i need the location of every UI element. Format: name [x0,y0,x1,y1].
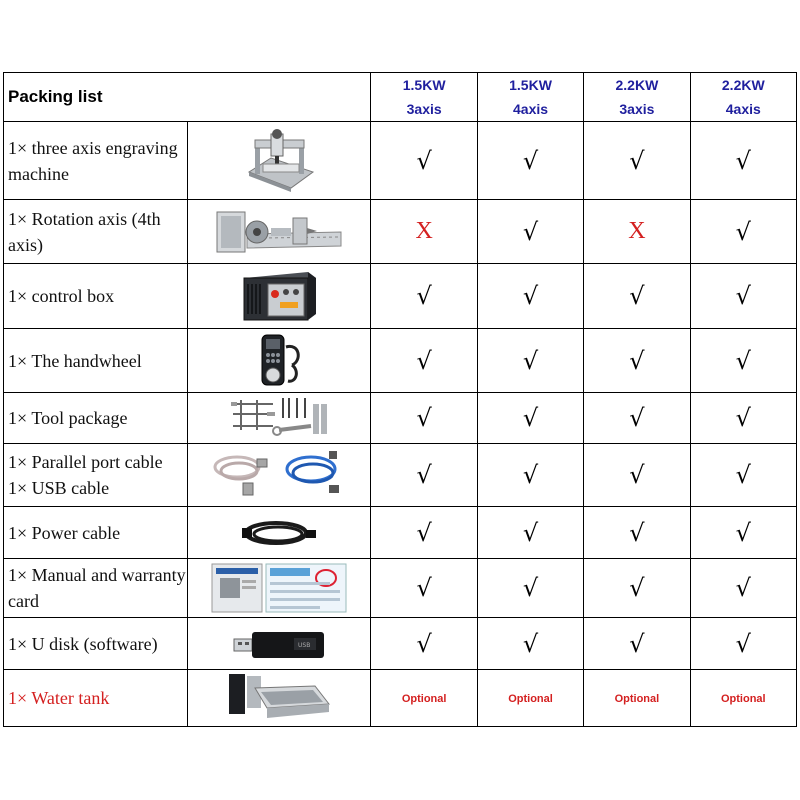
item-row [4,507,797,559]
status-cell [477,393,583,444]
status-cell [477,618,583,670]
item-name-line: 1× Tool package [8,408,128,428]
status-cell [371,444,477,507]
check-mark: √ [735,146,751,175]
item-image-cell [187,559,371,618]
status-cell [584,444,690,507]
option-axis: 4axis [513,101,549,117]
status-cell [371,393,477,444]
item-row [4,444,797,507]
item-name [4,122,188,200]
option-header-1 [371,73,477,122]
status-cell [477,559,583,618]
control-box-image [238,266,320,326]
item-name-line: 1× Parallel port cable [8,452,163,472]
check-mark: √ [629,629,645,658]
check-mark: √ [629,574,645,602]
option-power: 2.2KW [615,77,659,93]
item-name-line: 1× control box [8,286,115,306]
item-image-cell [187,670,371,727]
check-mark: √ [629,461,645,489]
check-mark: √ [522,574,539,602]
item-name [4,264,188,329]
cross-mark: X [628,218,646,244]
item-image-cell [187,618,371,670]
engraving-machine-image [241,128,317,194]
status-cell [584,670,690,727]
status-cell [690,393,796,444]
status-cell [584,264,690,329]
item-row [4,393,797,444]
status-cell [477,507,583,559]
status-cell [371,200,477,264]
item-row [4,329,797,393]
status-cell [584,122,690,200]
check-mark: √ [522,404,539,432]
item-name [4,559,188,618]
item-name [4,444,188,507]
option-axis: 3axis [619,101,655,117]
check-mark: √ [735,629,751,658]
check-mark: √ [522,146,539,175]
check-mark: √ [522,282,539,310]
status-cell [371,329,477,393]
item-image-cell [187,507,371,559]
status-cell [477,264,583,329]
optional-label: Optional [720,693,766,705]
check-mark: √ [522,518,539,547]
status-cell [584,329,690,393]
item-row [4,559,797,618]
cross-mark: X [415,218,433,244]
item-row [4,670,797,727]
check-mark: √ [522,217,539,246]
status-cell [690,122,796,200]
item-row [4,618,797,670]
packing-list-title: Packing list [4,73,371,122]
status-cell [371,264,477,329]
svg-text:USB: USB [298,641,311,649]
item-name [4,393,188,444]
header-row [4,73,797,122]
check-mark: √ [416,404,432,432]
status-cell [584,507,690,559]
status-cell [690,264,796,329]
check-mark: √ [735,461,751,489]
status-cell [690,329,796,393]
status-cell [690,200,796,264]
status-cell [584,393,690,444]
option-power: 1.5KW [402,77,446,93]
item-name-line: 1× three axis engraving machine [8,137,178,184]
rotation-axis-image [213,204,345,260]
item-image-cell [187,200,371,264]
item-name [4,507,188,559]
check-mark: √ [522,461,539,489]
item-name-line: 1× USB cable [8,478,110,498]
usb-disk-image [232,628,326,660]
check-mark: √ [416,461,432,489]
status-cell [477,444,583,507]
item-name [4,200,188,264]
check-mark: √ [629,146,645,175]
status-cell [690,559,796,618]
status-cell [371,122,477,200]
status-cell [690,444,796,507]
water-tank-image [227,672,331,724]
parallel-port-cable [215,457,267,495]
item-name-line: 1× The handwheel [8,350,142,371]
status-cell [584,559,690,618]
status-cell [371,618,477,670]
item-image-cell [187,444,371,507]
usb-cable [287,451,339,493]
check-mark: √ [522,629,539,658]
item-name-line: 1× Manual and warranty card [8,565,186,611]
status-cell [690,670,796,727]
check-mark: √ [416,574,432,602]
check-mark: √ [735,282,751,310]
item-image-cell [187,329,371,393]
check-mark: √ [416,146,432,175]
manual-card-image [210,562,348,614]
item-name [4,670,188,727]
status-cell [371,559,477,618]
item-row [4,122,797,200]
status-cell [584,618,690,670]
option-power: 1.5KW [509,77,552,93]
check-mark: √ [629,518,645,547]
option-power: 2.2KW [721,77,765,93]
optional-label: Optional [614,693,660,705]
handwheel-image [256,331,302,391]
check-mark: √ [735,518,751,547]
check-mark: √ [735,404,751,432]
check-mark: √ [416,629,432,658]
status-cell [477,122,583,200]
item-image-cell [187,393,371,444]
item-name-line: 1× U disk (software) [8,633,158,654]
check-mark: √ [735,346,751,375]
status-cell [371,507,477,559]
check-mark: √ [735,217,751,246]
option-axis: 3axis [406,101,442,117]
check-mark: √ [629,404,645,432]
item-image-cell [187,264,371,329]
check-mark: √ [416,518,432,547]
cables-image [209,447,349,503]
item-name [4,329,188,393]
optional-label: Optional [401,693,447,705]
option-header-4 [690,73,796,122]
packing-list-table [3,72,797,727]
item-name-line: 1× Power cable [8,522,121,543]
check-mark: √ [416,282,432,310]
check-mark: √ [416,346,432,375]
item-name-line: 1× Water tank [8,688,110,708]
item-row [4,264,797,329]
option-header-2 [477,73,583,122]
item-row [4,200,797,264]
status-cell [477,670,583,727]
status-cell [690,507,796,559]
power-cable-image [238,516,320,550]
check-mark: √ [629,282,645,310]
option-header-3 [584,73,690,122]
check-mark: √ [629,346,645,375]
check-mark: √ [735,574,751,602]
status-cell [477,200,583,264]
check-mark: √ [522,346,539,375]
item-name [4,618,188,670]
status-cell [371,670,477,727]
status-cell [477,329,583,393]
option-axis: 4axis [725,101,761,117]
item-image-cell [187,122,371,200]
status-cell [584,200,690,264]
optional-label: Optional [508,693,553,705]
item-name-line: 1× Rotation axis (4th axis) [8,208,161,255]
status-cell [690,618,796,670]
tool-package-image [227,396,331,440]
